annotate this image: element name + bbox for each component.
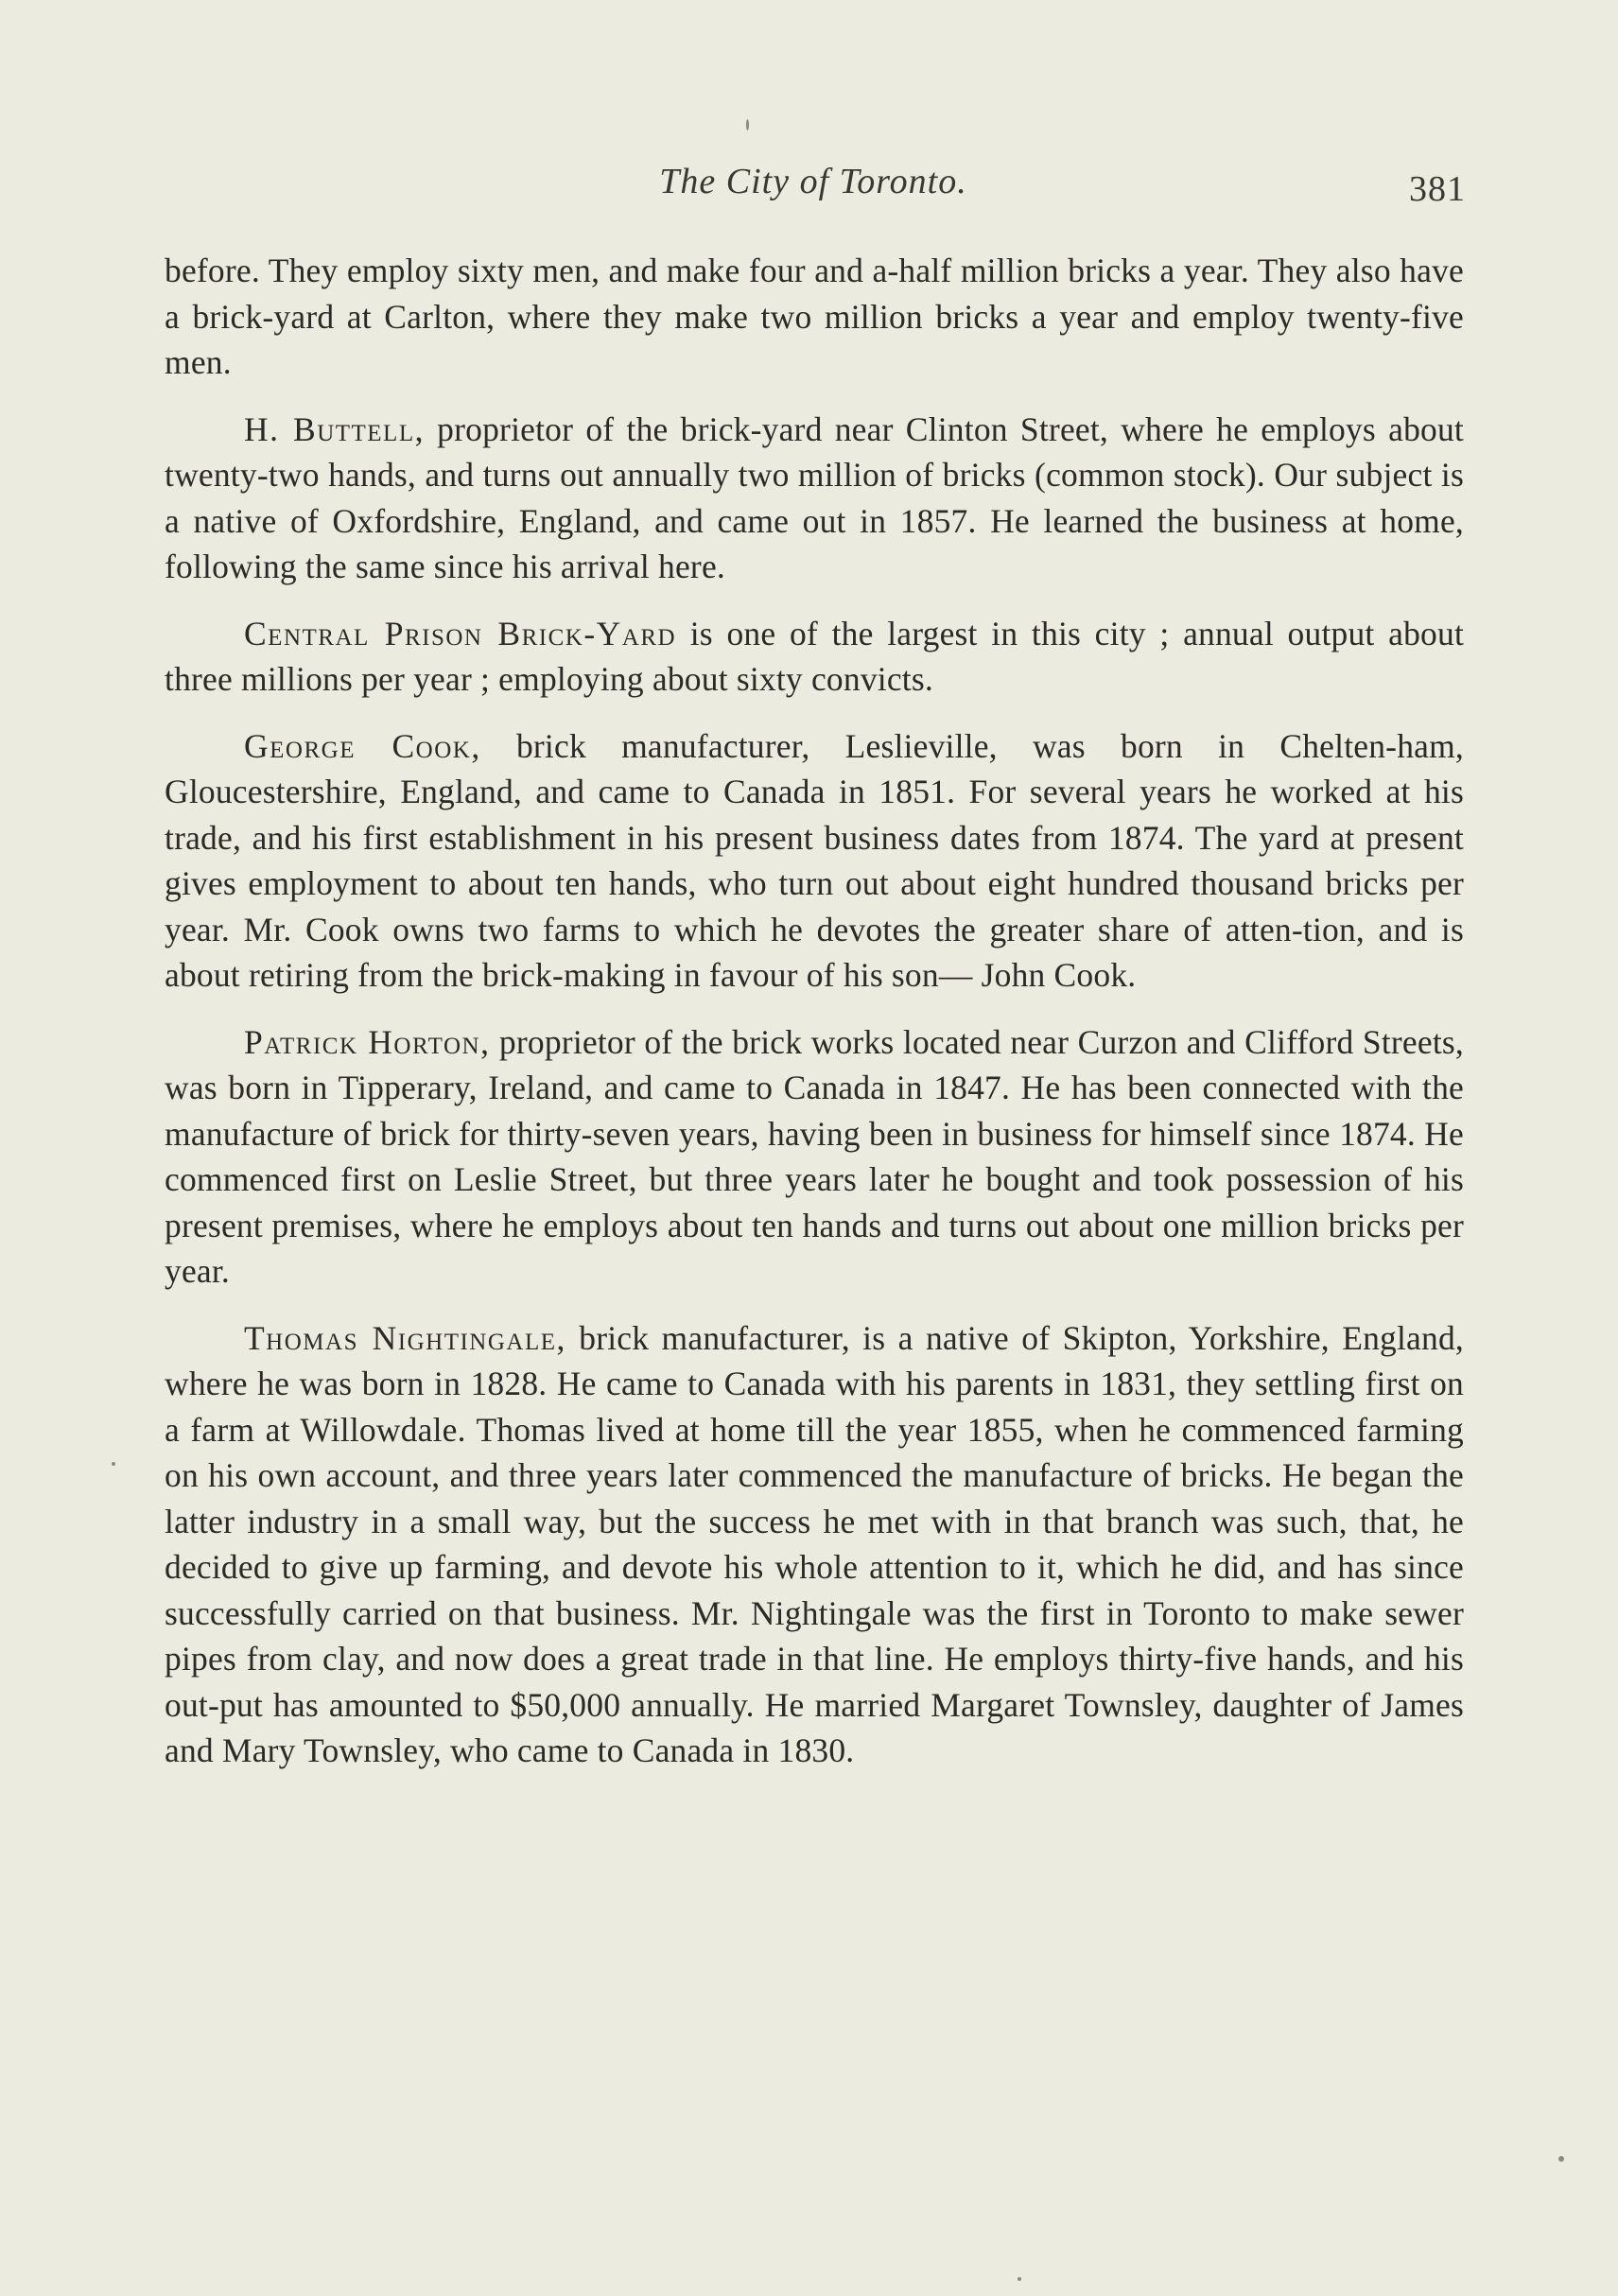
paper-speck: [746, 119, 749, 130]
entry-name-cook: George Cook,: [244, 726, 481, 765]
paragraph-cook-text: brick manufacturer, Leslieville, was born in Chelten-ham, Gloucestershire, England, and came to Canada in 1851. For several years he worked at his trade, and his first establishment in his present business dates from 1874. The yard at present gives employment to about ten hands, who turn out about eight hundred thousand bricks per year. Mr. Cook owns two farms to which he devotes the greater share of atten-tion, and is about retiring from the brick-making in favour of his son— John Cook.: [165, 726, 1464, 994]
paragraph-horton: [165, 1019, 1464, 1295]
page-number: 381: [1409, 169, 1466, 209]
entry-name-horton: Patrick Horton,: [244, 1022, 491, 1061]
paragraph-nightingale-text: brick manufacturer, is a native of Skipton, Yorkshire, England, where he was born in 1828. He came to Canada with his parents in 1831, they settling first on a farm at Willowdale. Thomas lived at home till the year 1855, when he commenced farming on his own account, and three years later commenced the manufacture of bricks. He began the latter industry in a small way, but the success he met with in that branch was such, that, he decided to give up farming, and devote his whole attention to it, which he did, and has since successfully carried on that business. Mr. Nightingale was the first in Toronto to make sewer pipes from clay, and now does a great trade in that line. He employs thirty-five hands, and his out-put has amounted to $50,000 annually. He married Margaret Townsley, daughter of James and Mary Townsley, who came to Canada in 1830.: [165, 1318, 1464, 1769]
body-text: [165, 248, 1464, 1774]
paper-speck: [1018, 2277, 1021, 2281]
running-title: The City of Toronto.: [659, 162, 967, 201]
page-header: [161, 161, 1466, 217]
paragraph-central-prison: [165, 611, 1464, 703]
paragraph-horton-text: proprietor of the brick works located near Curzon and Clifford Streets, was born in Tipperary, Ireland, and came to Canada in 1847. He has been connected with the manufacture of brick for thirty-seven years, having been in business for himself since 1874. He commenced first on Leslie Street, but three years later he bought and took possession of his present premises, where he employs about ten hands and turns out about one million bricks per year.: [165, 1022, 1464, 1290]
paragraph-buttell: [165, 407, 1464, 590]
entry-name-nightingale: Thomas Nightingale,: [244, 1318, 566, 1357]
paragraph-cook: [165, 723, 1464, 999]
paragraph-buttell-text: proprietor of the brick-yard near Clinton Street, where he employs about twenty-two hands, and turns out annually two million of bricks (common stock). Our subject is a native of Oxfordshire, England, and came out in 1857. He learned the business at home, following the same since his arrival here.: [165, 409, 1464, 585]
paragraph-nightingale: [165, 1315, 1464, 1774]
paragraph-1-text: before. They employ sixty men, and make four and a-half million bricks a year. They also have a brick-yard at Carlton, where they make two million bricks a year and employ twenty-five men.: [165, 252, 1464, 381]
entry-name-central-prison: Central Prison Brick-Yard: [244, 614, 677, 652]
paragraph-1: [165, 248, 1464, 386]
entry-name-buttell: H. Buttell,: [244, 409, 425, 448]
paper-speck: [1558, 2156, 1564, 2162]
paper-speck: [112, 1462, 115, 1466]
paragraph-central-prison-text: is one of the largest in this city ; annual output about three millions per year ; employing about sixty convicts.: [165, 614, 1465, 698]
